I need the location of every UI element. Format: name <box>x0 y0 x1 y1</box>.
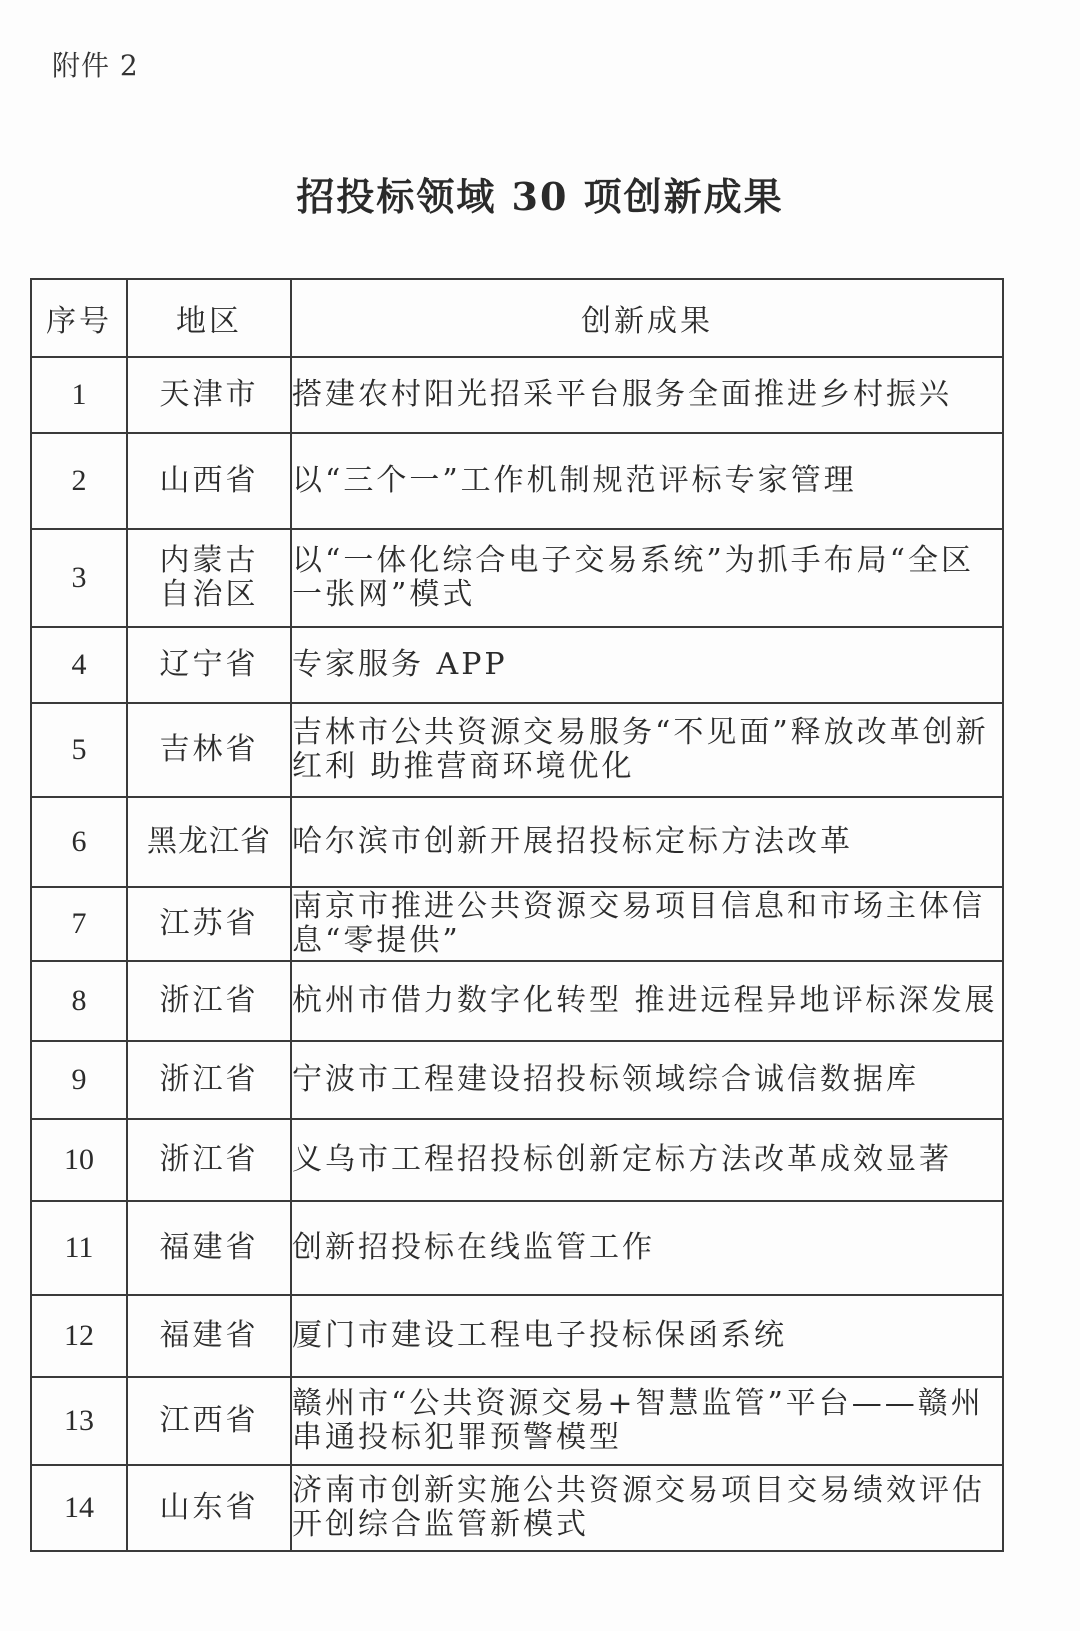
row-achievement: 哈尔滨市创新开展招投标定标方法改革 <box>291 797 1003 887</box>
row-region: 江苏省 <box>127 887 291 961</box>
table-row <box>31 627 1003 703</box>
row-region: 辽宁省 <box>127 627 291 703</box>
row-achievement: 专家服务 APP <box>291 627 1003 703</box>
row-region: 吉林省 <box>127 703 291 797</box>
table-row <box>31 1377 1003 1465</box>
row-number: 4 <box>31 627 127 703</box>
column-header-number: 序号 <box>31 279 127 357</box>
table-row <box>31 797 1003 887</box>
row-region: 山东省 <box>127 1465 291 1551</box>
row-achievement: 赣州市“公共资源交易+智慧监管”平台——赣州串通投标犯罪预警模型 <box>291 1377 1003 1465</box>
table-row <box>31 357 1003 433</box>
row-region: 黑龙江省 <box>127 797 291 887</box>
row-number: 6 <box>31 797 127 887</box>
row-achievement: 以“一体化综合电子交易系统”为抓手布局“全区一张网”模式 <box>291 529 1003 627</box>
table-header-row <box>31 279 1003 357</box>
table-row <box>31 529 1003 627</box>
table-row <box>31 961 1003 1041</box>
attachment-label: 附件 2 <box>52 49 139 82</box>
page-title: 招投标领域 30 项创新成果 <box>296 174 784 219</box>
row-region: 福建省 <box>127 1295 291 1377</box>
table-row <box>31 1465 1003 1551</box>
row-number: 14 <box>31 1465 127 1551</box>
row-number: 9 <box>31 1041 127 1119</box>
row-number: 3 <box>31 529 127 627</box>
row-number: 10 <box>31 1119 127 1201</box>
row-region: 山西省 <box>127 433 291 529</box>
table-row <box>31 433 1003 529</box>
row-achievement: 以“三个一”工作机制规范评标专家管理 <box>291 433 1003 529</box>
row-achievement: 宁波市工程建设招投标领域综合诚信数据库 <box>291 1041 1003 1119</box>
row-region: 内蒙古自治区 <box>127 529 291 627</box>
column-header-region: 地区 <box>127 279 291 357</box>
row-region: 浙江省 <box>127 961 291 1041</box>
row-number: 12 <box>31 1295 127 1377</box>
table-row <box>31 1295 1003 1377</box>
table-row <box>31 887 1003 961</box>
achievements-table <box>30 278 1004 1552</box>
row-region: 浙江省 <box>127 1041 291 1119</box>
table-row <box>31 1201 1003 1295</box>
row-number: 2 <box>31 433 127 529</box>
row-number: 7 <box>31 887 127 961</box>
row-region: 天津市 <box>127 357 291 433</box>
row-region: 浙江省 <box>127 1119 291 1201</box>
row-region: 江西省 <box>127 1377 291 1465</box>
row-achievement: 杭州市借力数字化转型 推进远程异地评标深发展 <box>291 961 1003 1041</box>
row-achievement: 搭建农村阳光招采平台服务全面推进乡村振兴 <box>291 357 1003 433</box>
row-achievement: 南京市推进公共资源交易项目信息和市场主体信息“零提供” <box>291 887 1003 961</box>
row-achievement: 创新招投标在线监管工作 <box>291 1201 1003 1295</box>
table-row <box>31 1041 1003 1119</box>
row-achievement: 济南市创新实施公共资源交易项目交易绩效评估 开创综合监管新模式 <box>291 1465 1003 1551</box>
row-number: 1 <box>31 357 127 433</box>
row-number: 5 <box>31 703 127 797</box>
row-region: 福建省 <box>127 1201 291 1295</box>
row-number: 8 <box>31 961 127 1041</box>
row-achievement: 厦门市建设工程电子投标保函系统 <box>291 1295 1003 1377</box>
table-row <box>31 703 1003 797</box>
column-header-achievement: 创新成果 <box>291 279 1003 357</box>
table-row <box>31 1119 1003 1201</box>
row-number: 11 <box>31 1201 127 1295</box>
row-achievement: 义乌市工程招投标创新定标方法改革成效显著 <box>291 1119 1003 1201</box>
row-achievement: 吉林市公共资源交易服务“不见面”释放改革创新红利 助推营商环境优化 <box>291 703 1003 797</box>
row-number: 13 <box>31 1377 127 1465</box>
